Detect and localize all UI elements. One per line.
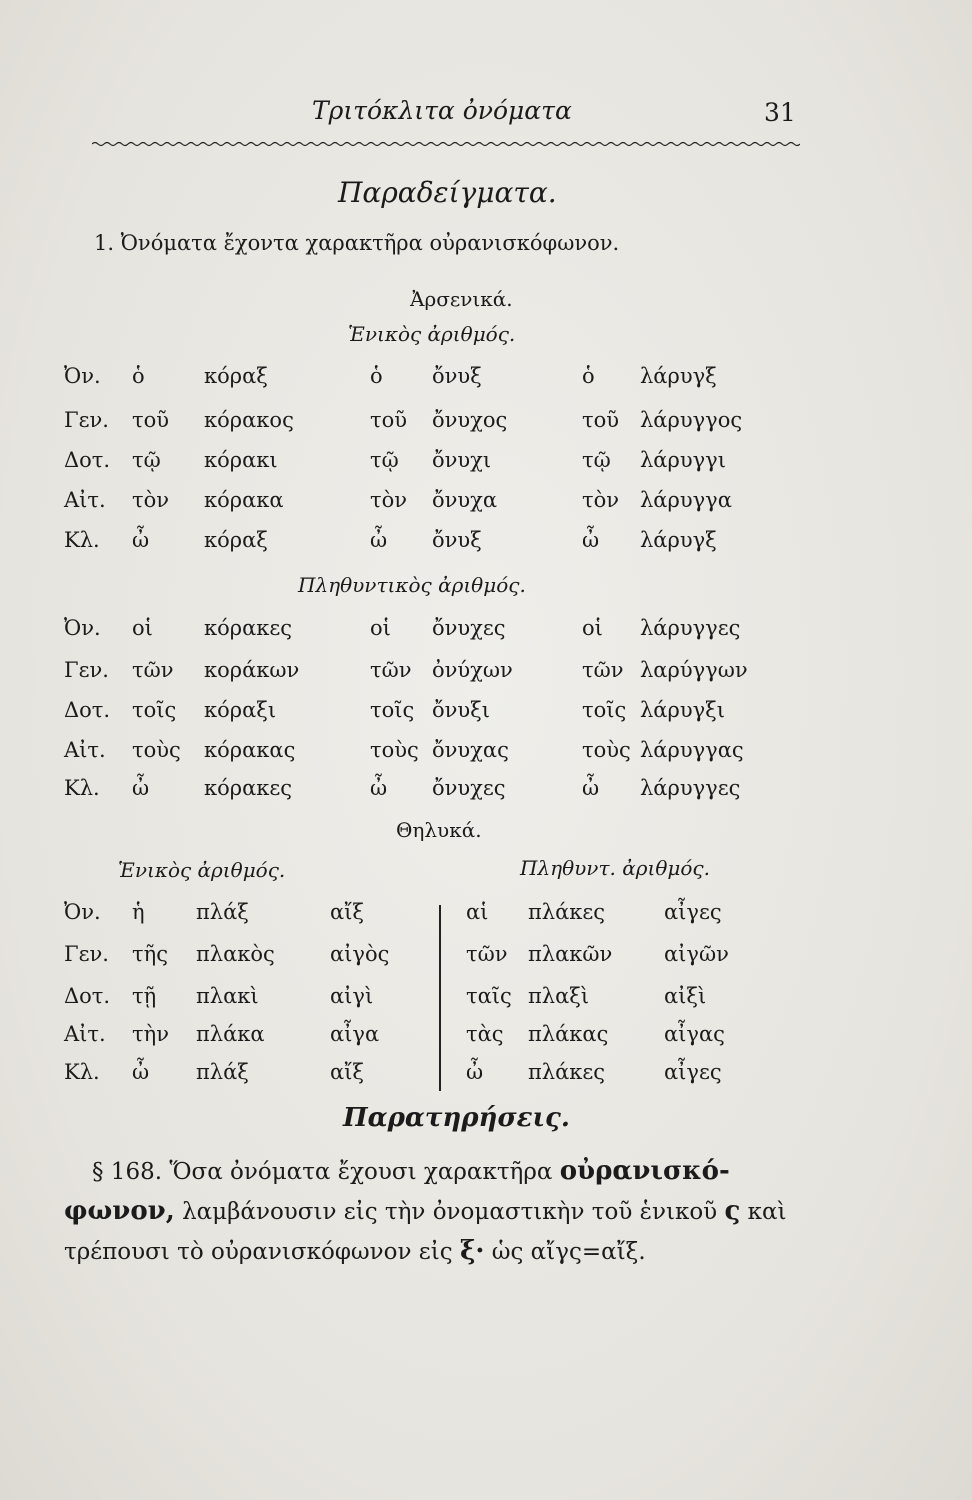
article: τὸν: [132, 488, 170, 512]
line3-text: τρέπουσι τὸ οὐρανισκόφωνον εἰς: [64, 1239, 453, 1265]
case-label: Γεν.: [64, 658, 109, 682]
noun-form: πλακὸς: [196, 942, 275, 966]
noun-form: λάρυγγι: [640, 448, 726, 472]
noun-form: πλάκες: [528, 1060, 606, 1084]
article: τὸν: [370, 488, 408, 512]
article: ὦ: [466, 1060, 484, 1084]
article: τὰς: [466, 1022, 504, 1046]
case-label: Γεν.: [64, 942, 109, 966]
article: ὦ: [370, 528, 388, 552]
article: οἱ: [582, 616, 603, 640]
article: τῶν: [132, 658, 174, 682]
line3-bold: ξ·: [459, 1236, 485, 1266]
intro-line: 1. Ὀνόματα ἔχοντα χαρακτῆρα οὐρανισκόφωνον.: [94, 231, 620, 255]
running-header-title: Τριτόκλιτα ὀνόματα: [312, 96, 572, 125]
noun-form: ὄνυχι: [432, 448, 492, 472]
case-label: Δοτ.: [64, 984, 111, 1008]
noun-form: κόρακα: [204, 488, 284, 512]
case-label: Δοτ.: [64, 698, 111, 722]
case-label: Δοτ.: [64, 448, 111, 472]
article: ὦ: [582, 528, 600, 552]
case-label: Κλ.: [64, 528, 100, 552]
feminine-label: Θηλυκά.: [396, 818, 482, 842]
noun-form: πλακὶ: [196, 984, 259, 1008]
line3-end: ὡς αἴγς=αἴξ.: [491, 1239, 646, 1265]
masculine-plural-label: Πληθυντικὸς ἀριθμός.: [298, 573, 526, 597]
paragraph-line-3: [64, 1236, 646, 1266]
noun-form: κόρακες: [204, 776, 293, 800]
case-label: Κλ.: [64, 1060, 100, 1084]
line1-bold: οὐρανισκό-: [559, 1156, 730, 1186]
noun-form: πλάκας: [528, 1022, 609, 1046]
feminine-singular-label: Ἑνικὸς ἀριθμός.: [118, 858, 286, 882]
noun-form: κόραξ: [204, 364, 268, 388]
case-label: Γεν.: [64, 408, 109, 432]
case-label: Ὀν.: [64, 364, 101, 388]
noun-form: πλάκες: [528, 900, 606, 924]
noun-form: αἶγες: [664, 1060, 722, 1084]
noun-form: αἶγες: [664, 900, 722, 924]
line2-end: καὶ: [747, 1199, 787, 1225]
article: τοῖς: [370, 698, 415, 722]
noun-form: κόρακος: [204, 408, 294, 432]
article: ὁ: [132, 364, 145, 388]
noun-form: λάρυγξ: [640, 364, 717, 388]
noun-form: ὄνυξ: [432, 528, 482, 552]
noun-form: πλάξ: [196, 1060, 249, 1084]
noun-form: λάρυγξ: [640, 528, 717, 552]
observations-heading: Παρατηρήσεις.: [343, 1103, 570, 1133]
feminine-plural-label: Πληθυντ. ἀριθμός.: [520, 856, 710, 880]
article: τοῦ: [370, 408, 408, 432]
article: τῶν: [466, 942, 508, 966]
wavy-rule: [92, 139, 800, 149]
section-number: § 168.: [92, 1159, 163, 1185]
noun-form: ὄνυξι: [432, 698, 490, 722]
article: τοῦ: [582, 408, 620, 432]
noun-form: ὄνυξ: [432, 364, 482, 388]
noun-form: λαρύγγων: [640, 658, 748, 682]
noun-form: λάρυγξι: [640, 698, 725, 722]
article: ὦ: [132, 776, 150, 800]
article: τῷ: [370, 448, 399, 472]
article: τῶν: [370, 658, 412, 682]
case-label: Κλ.: [64, 776, 100, 800]
paragraph-line-1: [92, 1156, 730, 1186]
noun-form: κόρακες: [204, 616, 293, 640]
article: ὦ: [132, 1060, 150, 1084]
noun-form: ὄνυχες: [432, 776, 506, 800]
article: τὴν: [132, 1022, 169, 1046]
article: ὁ: [582, 364, 595, 388]
article: ὦ: [582, 776, 600, 800]
noun-form: λάρυγγας: [640, 738, 744, 762]
noun-form: αἴξ: [330, 900, 364, 924]
noun-form: αἶγας: [664, 1022, 725, 1046]
line2-sigma: ς: [724, 1196, 741, 1226]
line2-bold: φωνον,: [64, 1196, 175, 1226]
article: τοῖς: [582, 698, 627, 722]
article: ὦ: [132, 528, 150, 552]
noun-form: αἶγα: [330, 1022, 380, 1046]
noun-form: κοράκων: [204, 658, 300, 682]
line1-text: Ὅσα ὀνόματα ἔχουσι χαρακτῆρα: [169, 1159, 553, 1185]
noun-form: λάρυγγες: [640, 776, 741, 800]
masculine-singular-label: Ἑνικὸς ἀριθμός.: [348, 322, 516, 346]
article: ὦ: [370, 776, 388, 800]
paragraph-line-2: [64, 1196, 787, 1226]
article: τοὺς: [370, 738, 419, 762]
column-divider: [439, 905, 441, 1091]
article: τοὺς: [132, 738, 181, 762]
article: τοὺς: [582, 738, 631, 762]
noun-form: λάρυγγος: [640, 408, 743, 432]
article: τῷ: [132, 448, 161, 472]
noun-form: αἰγὸς: [330, 942, 390, 966]
case-label: Αἰτ.: [64, 1022, 106, 1046]
line2-text: λαμβάνουσιν εἰς τὴν ὀνομαστικὴν τοῦ ἑνικοῦ: [182, 1199, 718, 1225]
article: τῷ: [582, 448, 611, 472]
noun-form: ὄνυχες: [432, 616, 506, 640]
noun-form: λάρυγγες: [640, 616, 741, 640]
noun-form: κόραξ: [204, 528, 268, 552]
case-label: Αἰτ.: [64, 738, 106, 762]
noun-form: πλακῶν: [528, 942, 613, 966]
article: ὁ: [370, 364, 383, 388]
article: τοῖς: [132, 698, 177, 722]
article: τῶν: [582, 658, 624, 682]
noun-form: πλάξ: [196, 900, 249, 924]
article: οἱ: [132, 616, 153, 640]
noun-form: ὄνυχα: [432, 488, 498, 512]
noun-form: αἴξ: [330, 1060, 364, 1084]
examples-heading: Παραδείγματα.: [338, 176, 557, 209]
article: αἱ: [466, 900, 489, 924]
noun-form: αἰγῶν: [664, 942, 729, 966]
noun-form: κόρακι: [204, 448, 278, 472]
noun-form: λάρυγγα: [640, 488, 732, 512]
noun-form: κόραξι: [204, 698, 277, 722]
article: τὸν: [582, 488, 620, 512]
noun-form: αἰγὶ: [330, 984, 374, 1008]
masculine-label: Ἀρσενικά.: [410, 287, 513, 311]
noun-form: ὄνυχος: [432, 408, 508, 432]
case-label: Ὀν.: [64, 616, 101, 640]
article: ἡ: [132, 900, 145, 924]
noun-form: ὄνυχας: [432, 738, 509, 762]
article: τῇ: [132, 984, 157, 1008]
article: οἱ: [370, 616, 391, 640]
article: ταῖς: [466, 984, 512, 1008]
article: τοῦ: [132, 408, 170, 432]
noun-form: πλάκα: [196, 1022, 265, 1046]
page-number: 31: [764, 98, 796, 127]
noun-form: πλαξὶ: [528, 984, 590, 1008]
case-label: Αἰτ.: [64, 488, 106, 512]
noun-form: κόρακας: [204, 738, 296, 762]
case-label: Ὀν.: [64, 900, 101, 924]
noun-form: ὀνύχων: [432, 658, 513, 682]
noun-form: αἰξὶ: [664, 984, 707, 1008]
article: τῆς: [132, 942, 168, 966]
